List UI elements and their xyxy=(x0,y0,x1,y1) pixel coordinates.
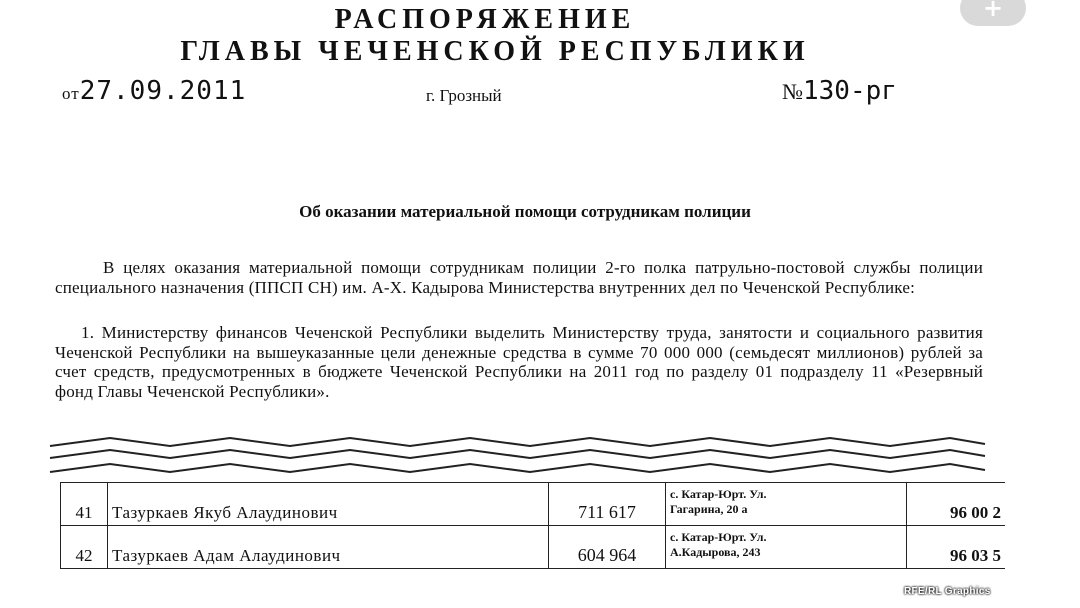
document-title: РАСПОРЯЖЕНИЕ xyxy=(334,4,636,35)
body-paragraph-1: В целях оказания материальной помощи сотрудникам полиции 2-го полка патрульно-постовой службы полиции специального назначения (ППСП СН) им. А-Х. Кадырова Министерства внутренних дел по Чеченской Республике: xyxy=(55,258,983,297)
payment-amount: 711 617 xyxy=(549,483,666,526)
document-subject: Об оказании материальной помощи сотрудникам полиции xyxy=(299,202,751,221)
table-row xyxy=(61,483,1006,526)
tear-line-bottom xyxy=(50,464,985,472)
recipient-address xyxy=(666,526,907,569)
tear-line-middle xyxy=(50,450,985,458)
handwritten-number: 130-рг xyxy=(803,76,897,106)
document-subtitle: ГЛАВЫ ЧЕЧЕНСКОЙ РЕСПУБЛИКИ xyxy=(180,36,810,67)
table-row xyxy=(61,526,1006,569)
image-credit: RFE/RL Graphics xyxy=(904,586,991,597)
recipient-name: Тазуркаев Якуб Алаудинович xyxy=(108,483,549,526)
tear-line-top xyxy=(50,438,985,446)
address-line-2: А.Кадырова, 243 xyxy=(670,545,761,559)
torn-paper-divider xyxy=(40,428,1040,484)
body-paragraph-2: 1. Министерству финансов Чеченской Республики выделить Министерству труда, занятости и социального развития Чеченской Республики на вышеуказанные цели денежные средства в сумме 70 000 000 (семьдесят миллионов) рублей за счет средств, предусмотренных в бюджете Чеченской Республики на 2011 год по разделу 01 подразделу 11 «Резервный фонд Главы Чеченской Республики». xyxy=(55,323,983,401)
date-prefix: от xyxy=(62,84,80,103)
row-number: 41 xyxy=(61,483,108,526)
recipient-address xyxy=(666,483,907,526)
document-city: г. Грозный xyxy=(426,86,502,105)
address-line-1: с. Катар-Юрт. Ул. xyxy=(670,487,767,501)
handwritten-date: 27.09.2011 xyxy=(79,76,247,106)
passport-code: 96 00 2 xyxy=(907,483,1006,526)
recipients-table xyxy=(60,482,1005,569)
document-date xyxy=(62,76,246,106)
passport-code: 96 03 5 xyxy=(907,526,1006,569)
address-line-1: с. Катар-Юрт. Ул. xyxy=(670,530,767,544)
address-line-2: Гагарина, 20 а xyxy=(670,502,748,516)
payment-amount: 604 964 xyxy=(549,526,666,569)
recipient-name: Тазуркаев Адам Алаудинович xyxy=(108,526,549,569)
number-prefix: № xyxy=(782,79,803,104)
row-number: 42 xyxy=(61,526,108,569)
document-number xyxy=(782,76,897,106)
plus-icon: + xyxy=(982,0,1004,22)
